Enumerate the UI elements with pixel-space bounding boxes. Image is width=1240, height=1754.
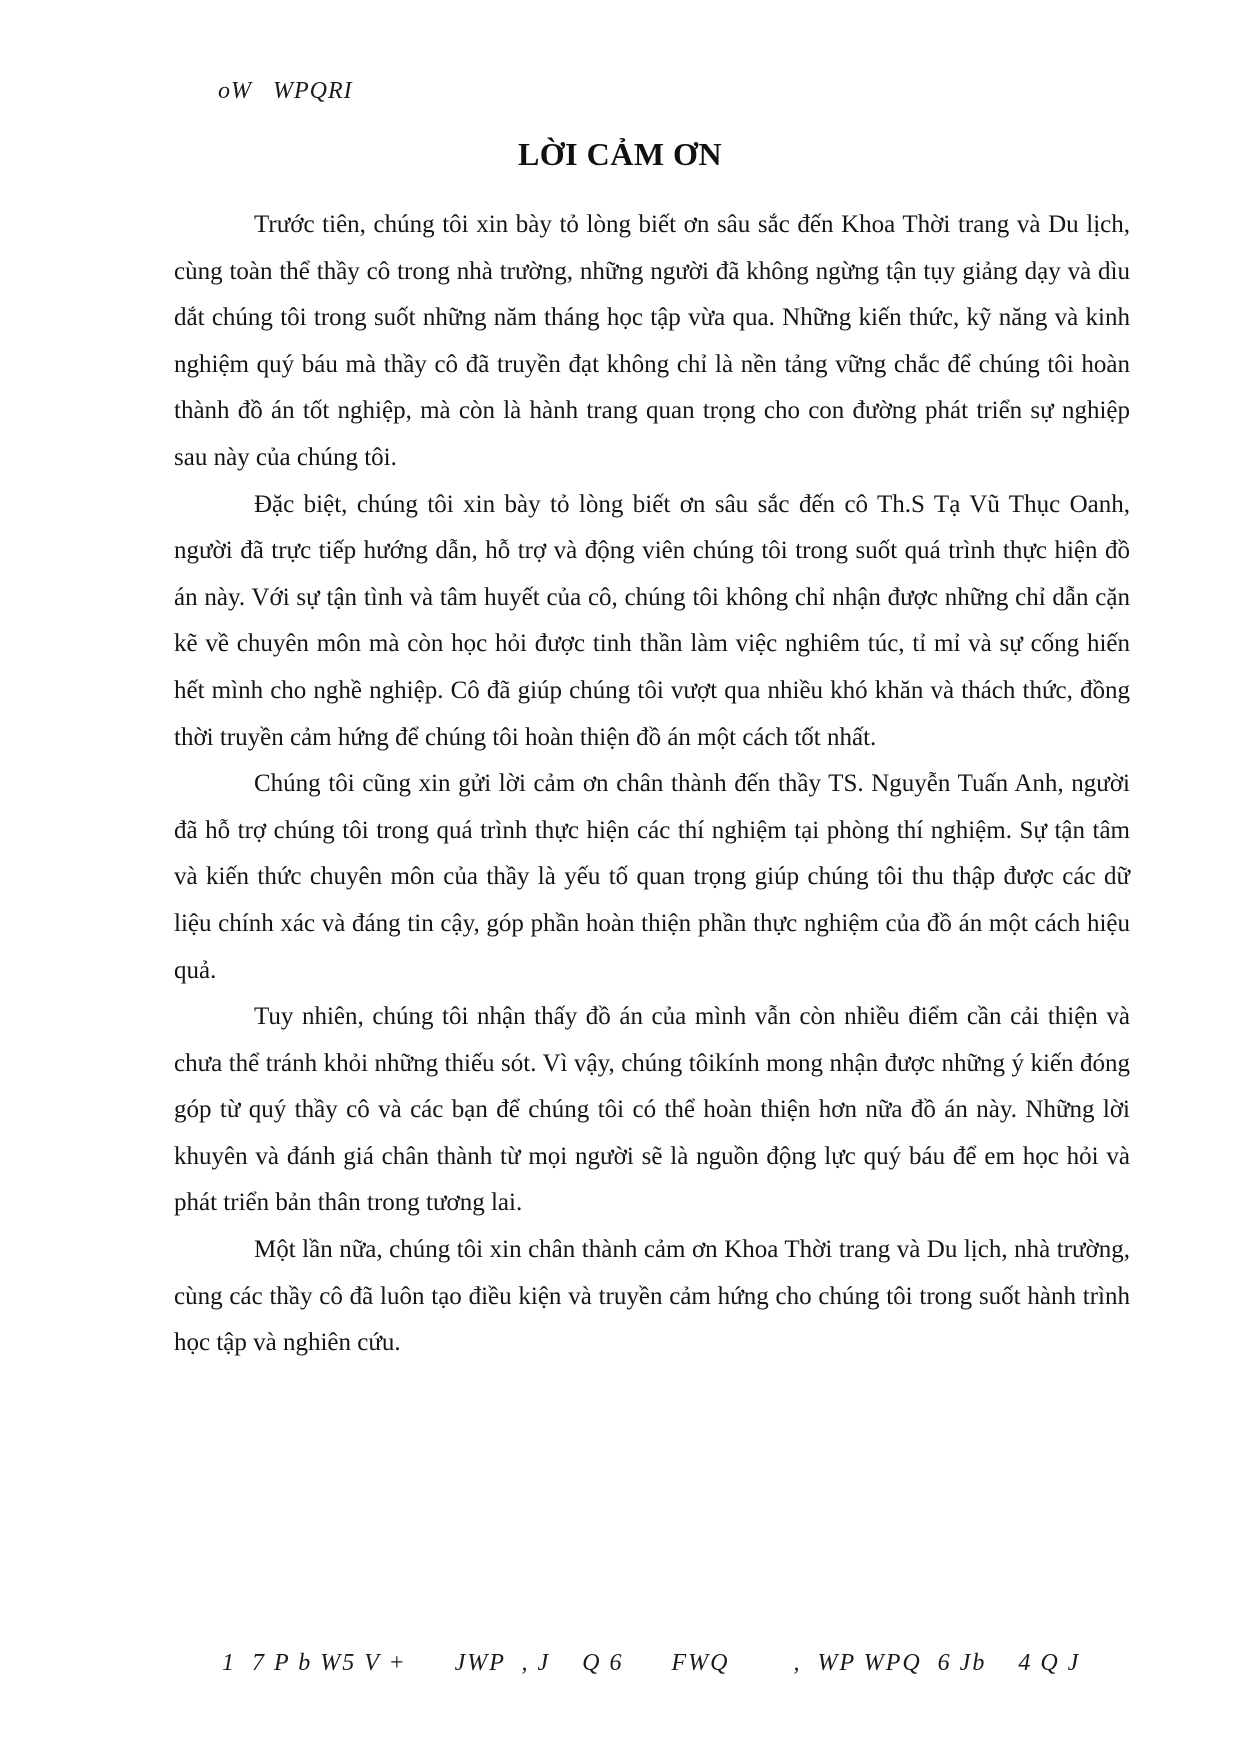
paragraph-5: Một lần nữa, chúng tôi xin chân thành cảm ơn Khoa Thời trang và Du lịch, nhà trường, cùng các thầy cô đã luôn tạo điều kiện và truyền cảm hứng cho chúng tôi trong suốt hành trình học tập và nghiên cứu. <box>174 1236 1130 1357</box>
page-footer-text: 1 7 P b W5 V + JWP , J Q 6 FWQ , WP WPQ 6 Jb 4 Q J <box>222 1650 1081 1676</box>
paragraph-1: Trước tiên, chúng tôi xin bày tỏ lòng biết ơn sâu sắc đến Khoa Thời trang và Du lịch, cùng toàn thể thầy cô trong nhà trường, những người đã không ngừng tận tụy giảng dạy và dìu dắt chúng tôi trong suốt những năm tháng học tập vừa qua. Những kiến thức, kỹ năng và kinh nghiệm quý báu mà thầy cô đã truyền đạt không chỉ là nền tảng vững chắc để chúng tôi hoàn thành đồ án tốt nghiệp, mà còn là hành trang quan trọng cho con đường phát triển sự nghiệp sau này của chúng tôi. <box>174 211 1130 471</box>
paragraph-4: Tuy nhiên, chúng tôi nhận thấy đồ án của mình vẫn còn nhiều điểm cần cải thiện và chưa thể tránh khỏi những thiếu sót. Vì vậy, chúng tôikính mong nhận được những ý kiến đóng góp từ quý thầy cô và các bạn để chúng tôi có thể hoàn thiện hơn nữa đồ án này. Những lời khuyên và đánh giá chân thành từ mọi người sẽ là nguồn động lực quý báu để em học hỏi và phát triển bản thân trong tương lai. <box>174 1003 1130 1217</box>
paragraph-3: Chúng tôi cũng xin gửi lời cảm ơn chân thành đến thầy TS. Nguyễn Tuấn Anh, người đã hỗ trợ chúng tôi trong quá trình thực hiện các thí nghiệm tại phòng thí nghiệm. Sự tận tâm và kiến thức chuyên môn của thầy là yếu tố quan trọng giúp chúng tôi thu thập được các dữ liệu chính xác và đáng tin cậy, góp phần hoàn thiện phần thực nghiệm của đồ án một cách hiệu quả. <box>174 770 1130 984</box>
page-header-text: oW WPQRI <box>218 78 353 104</box>
paragraph-2: Đặc biệt, chúng tôi xin bày tỏ lòng biết ơn sâu sắc đến cô Th.S Tạ Vũ Thục Oanh, người đã trực tiếp hướng dẫn, hỗ trợ và động viên chúng tôi trong suốt quá trình thực hiện đồ án này. Với sự tận tình và tâm huyết của cô, chúng tôi không chỉ nhận được những chỉ dẫn cặn kẽ về chuyên môn mà còn học hỏi được tinh thần làm việc nghiêm túc, tỉ mỉ và sự cống hiến hết mình cho nghề nghiệp. Cô đã giúp chúng tôi vượt qua nhiều khó khăn và thách thức, đồng thời truyền cảm hứng để chúng tôi hoàn thiện đồ án một cách tốt nhất. <box>174 490 1130 751</box>
body-text <box>174 202 1130 1367</box>
page-title: LỜI CẢM ƠN <box>517 136 723 172</box>
